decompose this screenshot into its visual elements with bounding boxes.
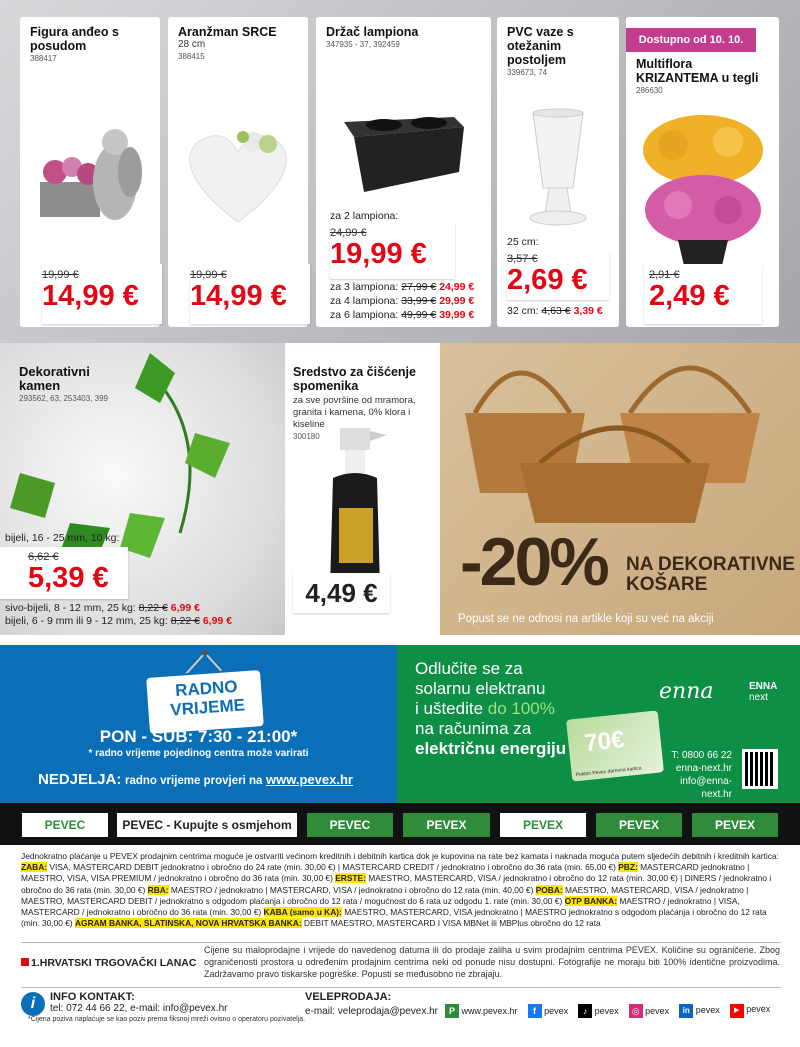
pevex-logo-2: PEVEX — [596, 813, 682, 837]
product-title: Dekorativni kamen — [19, 364, 90, 393]
info-contact: INFO KONTAKT: tel: 072 44 66 22, e-mail: info@pevex.hr *Cijena poziva naplaćuje se kao poziv prema fiksnoj mreži ovisno o operatoru pozivatelja. — [28, 991, 306, 1023]
product-title: Sredstvo za čišćenje spomenika — [293, 365, 416, 393]
product-code: 347935 - 37, 392459 — [326, 40, 400, 49]
chain-label: 1.HRVATSKI TRGOVAČKI LANAC — [21, 957, 196, 969]
tiktok-icon: ♪ — [578, 1004, 592, 1018]
product-code: 286630 — [636, 86, 663, 95]
enna-logo: enna — [659, 679, 714, 704]
price-box — [330, 223, 455, 279]
size-label: 25 cm: — [507, 236, 539, 248]
for-2-label: za 2 lampiona: — [330, 210, 399, 222]
pevec-slogan: PEVEC - Kupujte s osmjehom — [117, 813, 297, 837]
instagram-icon: ◎ — [629, 1004, 643, 1018]
spray-bottle-image — [325, 423, 405, 593]
old-price: 6,62 € — [28, 551, 59, 563]
new-price: 14,99 € — [190, 280, 287, 312]
lantern-holder-image — [316, 87, 491, 207]
product-desc: za sve površine od mramora, granita i kamena, 0% klora i kiseline — [293, 395, 416, 430]
kosare-panel[interactable] — [440, 343, 800, 635]
product-code: 388415 — [178, 52, 205, 61]
old-price: 2,91 € — [649, 269, 680, 281]
pevec-logo: PEVEC — [22, 813, 108, 837]
spec-label: bijeli, 16 - 25 mm, 10 kg: — [5, 532, 120, 544]
sunday-line: NEDJELJA: radno vrijeme provjeri na www.pevex.hr — [38, 771, 353, 788]
enna-brand: ENNA next — [749, 681, 778, 703]
variant-line: za 3 lampiona: 27,99 € 24,99 € — [330, 281, 475, 293]
pevec-logo-green: PEVEC — [307, 813, 393, 837]
product-code: 293562, 63, 253403, 399 — [19, 394, 108, 403]
variant-line: 32 cm: 4,63 € 3,39 € — [507, 305, 603, 317]
product-title: Aranžman SRCE — [178, 25, 277, 39]
price: 4,49 € — [305, 577, 378, 608]
product-card-krizantema[interactable] — [626, 17, 779, 327]
variant-list — [330, 280, 474, 322]
pevex-logo-3: PEVEX — [692, 813, 778, 837]
enna-contact: T: 0800 66 22 enna-next.hr info@enna-next.hr — [671, 750, 732, 800]
old-price: 3,57 € — [507, 253, 538, 265]
divider — [21, 987, 781, 988]
product-code: 388417 — [30, 54, 57, 63]
info-icon: i — [21, 992, 45, 1016]
brand-logos-bar — [0, 803, 800, 845]
qr-code-icon[interactable] — [742, 749, 778, 789]
product-card-figura[interactable] — [20, 17, 160, 327]
linkedin-link[interactable]: in pevex — [679, 1004, 720, 1018]
discount-label: NA DEKORATIVNE KOŠARE — [626, 554, 795, 595]
baskets-image — [460, 343, 790, 533]
new-price: 14,99 € — [42, 280, 139, 312]
old-price: 19,99 € — [190, 269, 227, 281]
gift-card-image: 70€ Poklon Pevex darovna kartica — [566, 710, 664, 781]
variant-line: za 6 lampiona: 49,99 € 39,99 € — [330, 309, 475, 321]
enna-headline: Odlučite se za solarnu elektranu i uštedite do 100% na računima za električnu energiju — [415, 659, 567, 758]
variant-line: sivo-bijeli, 8 - 12 mm, 25 kg: 8,22 € 6,99 € — [5, 602, 200, 614]
angel-figure-image — [20, 97, 160, 247]
working-hours-panel — [0, 645, 397, 803]
product-size: 28 cm — [178, 39, 206, 50]
product-code: 339673, 74 — [507, 68, 548, 77]
discount-percent: -20% — [460, 524, 607, 600]
facebook-icon: f — [528, 1004, 542, 1018]
price-box — [293, 573, 390, 613]
price-box — [42, 264, 162, 324]
availability-badge: Dostupno od 10. 10. — [626, 28, 756, 52]
price-box — [0, 547, 128, 599]
product-title: PVC vaze s otežanim postoljem — [507, 25, 574, 67]
new-price: 2,49 € — [649, 280, 730, 312]
product-card-srce[interactable] — [168, 17, 308, 327]
variant-line: bijeli, 6 - 9 mm ili 9 - 12 mm, 25 kg: 8,22 € 6,99 € — [5, 615, 233, 627]
payment-terms: Jednokratno plaćanje u PEVEX prodajnim centrima moguće je ostvariti većinom kreditnih i debitnih kartica dok je kupovina na rate bez kamata i naknada moguća putem sljedećih debitnih i kreditnih kartica: ZABA: VISA, MASTERCARD DEBIT jednokratno i obročno do 24 rate (min. 30,00 €) | MASTERCARD CREDIT / jednokratno i obročno do 36 rata (min. 65,00 €) PBZ: MASTERCARD jednokratno | MAESTRO, VISA, VISA PREMIUM / jednokratno i obročno do 36 rata (min. 30,00 €) ERSTE: MAESTRO, MASTERCARD, VISA / jednokratno i obročno do 12 rata (min. 30,00 €) | DINERS / jednokratno i obročno do 36 rata (min. 30,00 €) RBA: MAESTRO / jednokratno | MASTERCARD, VISA / jednokratno i obročno do 12 rata (min. 40,00 €) POBA: MAESTRO, MASTERCARD, VISA / jednokratno | MAESTRO, MASTERCARD DEBIT / jednokratno s odgodom plaćanja i obročno do 12 rata / mogućnost do 6 rata uz odgodu 1. rate (min. 30,00 €) OTP BANKA: MAESTRO / jednokratno | VISA, MASTERCARD / jednokratno i obročno do 36 rata (min. 30,00 €) KABA (samo u KA): MAESTRO, MASTERCARD, VISA jednokratno | MAESTRO jednokratno s odgodom plaćanja i obročno do 12 rata (min. 30,00 €) AGRAM BANKA, SLATINSKA, NOVA HRVATSKA BANKA: DEBIT MAESTRO, MASTERCARD I VISA MBNet ili MBPlus obročno do 12 rata — [21, 851, 779, 929]
instagram-link[interactable]: ◎ pevex — [629, 1004, 670, 1018]
tiktok-link[interactable]: ♪ pevex — [578, 1004, 619, 1018]
price-box — [507, 250, 609, 300]
new-price: 2,69 € — [507, 264, 588, 296]
hours-note: * radno vrijeme pojedinog centra može varirati — [88, 748, 309, 759]
kamen-panel[interactable] — [0, 343, 285, 635]
variant-line: za 4 lampiona: 33,99 € 29,99 € — [330, 295, 475, 307]
price-box — [190, 264, 310, 324]
hours-text: PON - SUB: 7:30 - 21:00* — [99, 727, 298, 746]
pevex-logo-white: PEVEX — [500, 813, 586, 837]
youtube-link[interactable]: ▶ pevex — [730, 1004, 771, 1018]
pevex-logo: PEVEX — [403, 813, 490, 837]
social-links — [445, 1004, 770, 1018]
product-code: 300180 — [293, 432, 320, 441]
website-social-link[interactable]: P www.pevex.hr — [445, 1004, 518, 1018]
product-card-vaze[interactable] — [497, 17, 619, 327]
product-title: Multiflora KRIZANTEMA u tegli — [636, 57, 759, 85]
vase-image — [497, 105, 619, 235]
price-box — [644, 264, 762, 324]
discount-note: Popust se ne odnosi na artikle koji su već na akciji — [458, 613, 714, 625]
chrysanthemum-image — [626, 107, 779, 277]
disclaimer: Cijene su maloprodajne i vrijede do navedenog datuma ili do prodaje zaliha u svim prodajnim centrima PEVEX. Količine su ograničene. Zbog ograničenosti prostora u određenim prodajnim centrima neki od ponude nisu dostupni. Fotografije ne moraju biti 100% identične proizvodima. Zadržavamo pravo tiskarske pogreške. Popusti se međusobno ne zbrajaju. — [204, 945, 780, 979]
product-title: Držač lampiona — [326, 25, 419, 39]
old-price: 24,99 € — [330, 227, 367, 239]
website-link[interactable]: www.pevex.hr — [266, 772, 353, 787]
new-price: 19,99 € — [330, 238, 427, 270]
divider — [21, 942, 781, 943]
veleprodaja-contact: VELEPRODAJA: e-mail: veleprodaja@pevex.hr — [305, 991, 438, 1017]
sign-text: RADNO VRIJEME — [169, 676, 246, 720]
product-card-drzac[interactable] — [316, 17, 491, 327]
heart-arrangement-image — [168, 97, 308, 247]
new-price: 5,39 € — [28, 562, 109, 594]
pevex-icon: P — [445, 1004, 459, 1018]
old-price: 19,99 € — [42, 269, 79, 281]
product-title: Figura anđeo s posudom — [30, 25, 119, 53]
linkedin-icon: in — [679, 1004, 693, 1018]
sredstvo-panel[interactable] — [285, 343, 440, 635]
facebook-link[interactable]: f pevex — [528, 1004, 569, 1018]
enna-panel — [397, 645, 800, 803]
youtube-icon: ▶ — [730, 1004, 744, 1018]
